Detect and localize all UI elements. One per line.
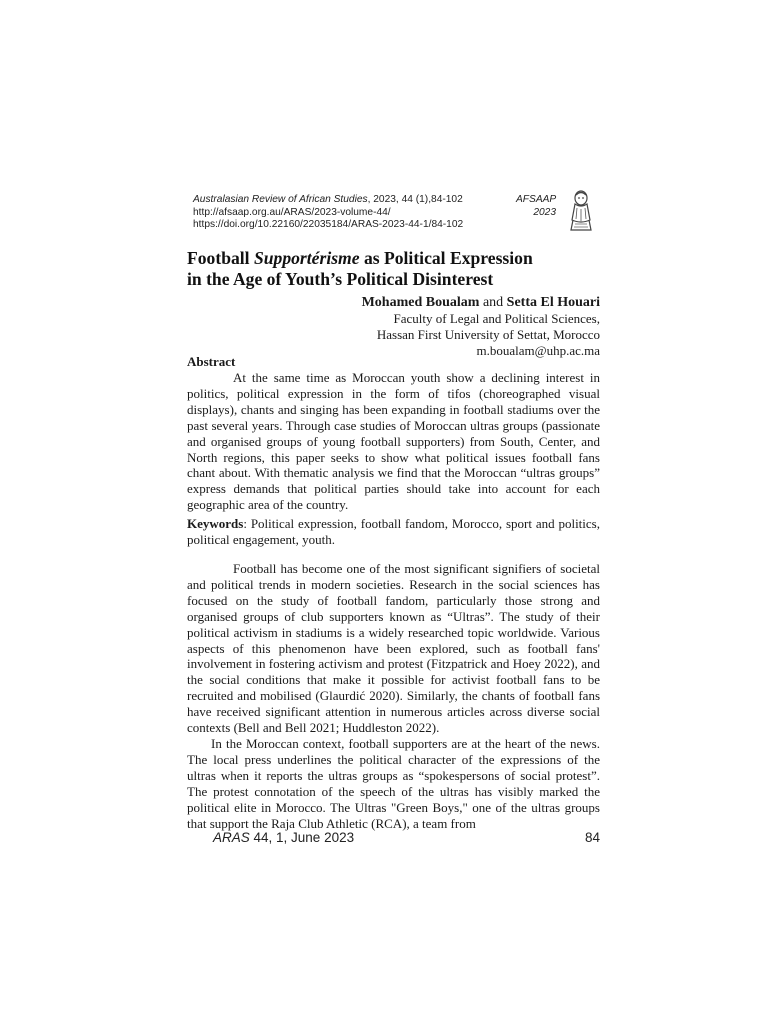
author-1: Mohamed Boualam — [361, 295, 480, 310]
keywords-label: Keywords — [187, 516, 244, 531]
affiliation-line-1: Faculty of Legal and Political Sciences, — [393, 311, 600, 326]
affiliation-line-2: Hassan First University of Settat, Morocco — [376, 327, 600, 342]
author-affiliation — [187, 311, 600, 359]
publisher-name: AFSAAP — [516, 194, 557, 205]
abstract-text: At the same time as Moroccan youth show a declining interest in politics, political expression in the form of tifos (choreographed visual displays), chants and singing has been expanding in football stadiums over the past several years. Through case studies of Moroccan ultras groups (passionate and organised groups of young football supporters) from South, Center, and North regions, this paper seeks to show what political issues football fans chant about. With thematic analysis we find that the Moroccan “ultras groups” express demands that political parties should take into account for each geographic area of the country. — [187, 370, 600, 513]
afsaap-logo-icon — [566, 190, 596, 232]
author-names: Mohamed Boualam and Setta El Houari — [361, 295, 600, 310]
article-title — [187, 248, 607, 289]
abstract-heading: Abstract — [187, 354, 236, 369]
body-paragraph-1: Football has become one of the most significant signifiers of societal and political trends in modern societies. Research in the social sciences has focused on the study of football fandom, particularly those strong and organised groups of club supporters known as “Ultras”. The study of their political activism in stadiums is a widely researched topic worldwide. Various aspects of this phenomenon have been explored, such as football fans' involvement in fostering activism and protest (Fitzpatrick and Hoey 2022), and the social conditions that make it possible for activist football fans to be recruited and mobilised (Glaurdić 2020). Similarly, the chants of football fans have received significant attention in numerous articles across diverse social contexts (Bell and Bell 2021; Huddleston 2022). — [187, 561, 600, 736]
body-text — [187, 561, 600, 831]
body-paragraph-2: In the Moroccan context, football supporters are at the heart of the news. The local press underlines the political character of the expressions of the ultras when it reports the ultras groups as “spokespersons of social protest”. The protest connotation of the speech of the ultras has visibly marked the political elite in Morocco. The Ultras "Green Boys," one of the ultras groups that support the Raja Club Athletic (RCA), a team from — [187, 735, 600, 831]
title-line-1: Football Supportérisme as Political Expression — [187, 248, 533, 268]
journal-url[interactable]: http://afsaap.org.au/ARAS/2023-volume-44/ — [193, 206, 391, 218]
journal-volume-pages: , 2023, 44 (1),84-102 — [367, 194, 463, 205]
keywords — [187, 516, 600, 548]
title-line-2: in the Age of Youth’s Political Disinterest — [187, 268, 494, 289]
author-email[interactable]: m.boualam@uhp.ac.ma — [476, 343, 600, 358]
article-doi[interactable]: https://doi.org/10.22160/22035184/ARAS-2023-44-1/84-102 — [193, 219, 464, 231]
publication-year: 2023 — [533, 206, 556, 218]
author-2: Setta El Houari — [506, 295, 600, 310]
footer-journal-issue: ARAS 44, 1, June 2023 — [213, 830, 355, 845]
publisher-block — [516, 194, 556, 219]
keywords-list: : Political expression, football fandom, Morocco, sport and politics, political engagement, youth. — [187, 516, 600, 547]
page-footer — [213, 830, 600, 845]
page-number: 84 — [584, 830, 600, 845]
journal-name: Australasian Review of African Studies — [193, 194, 368, 205]
